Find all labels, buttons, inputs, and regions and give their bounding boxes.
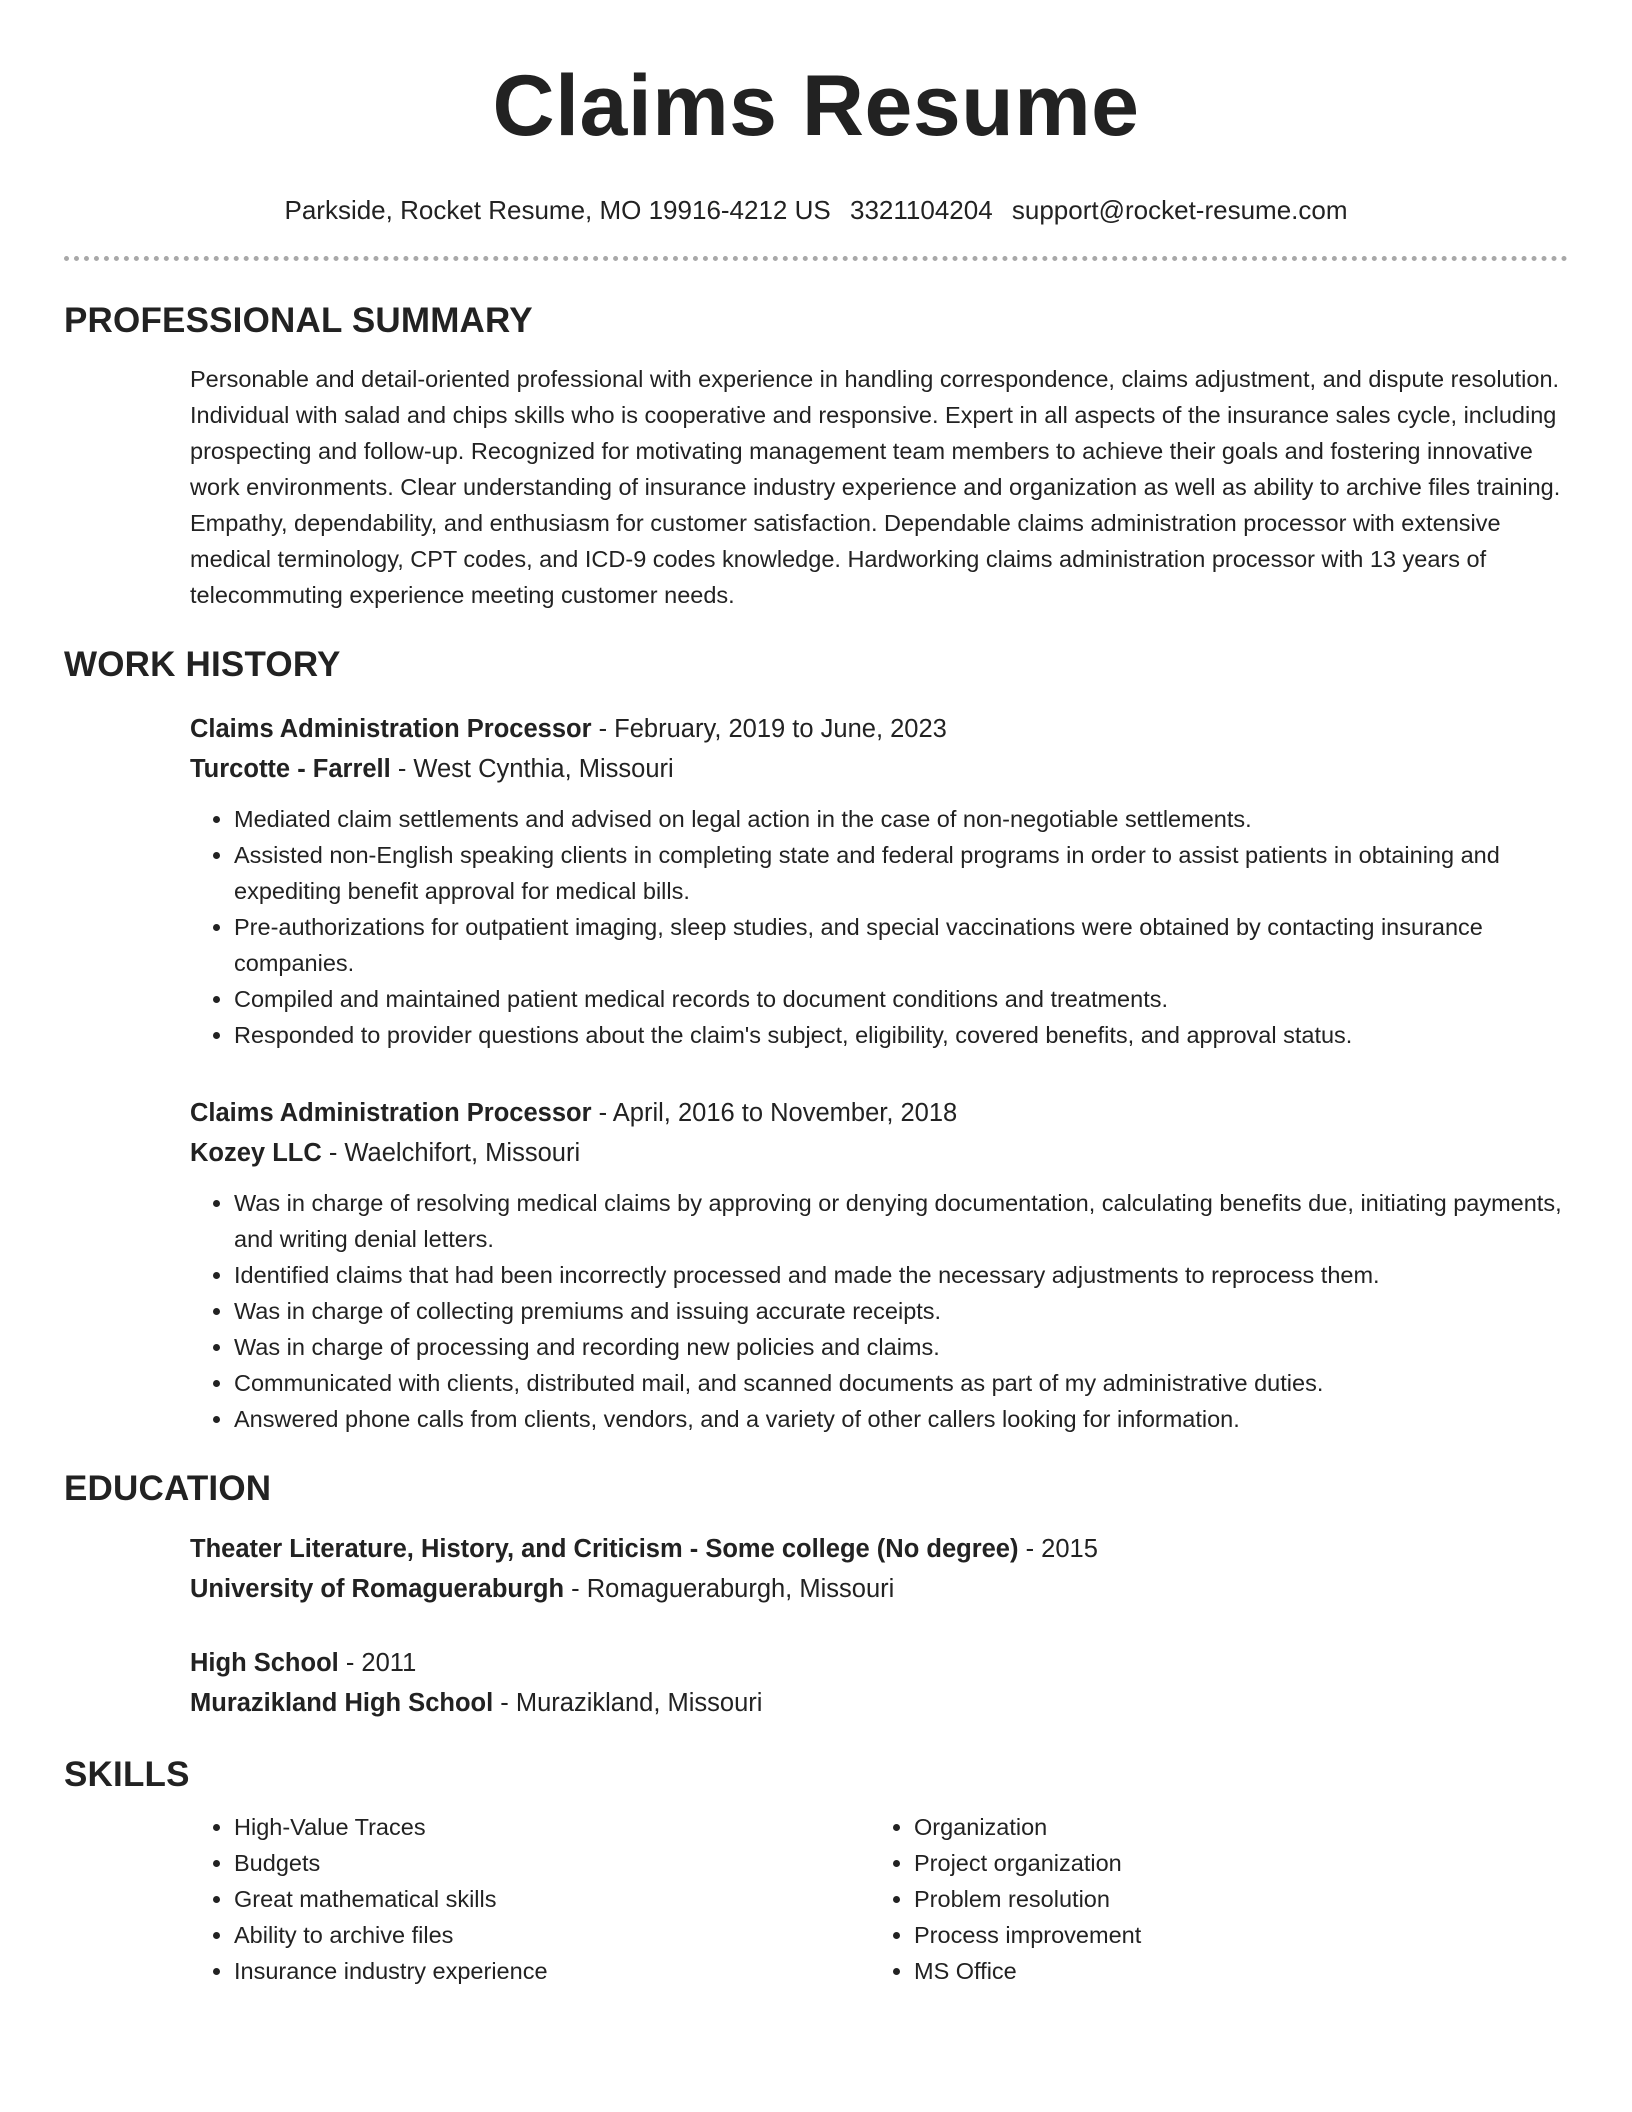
job-location: - Waelchifort, Missouri bbox=[321, 1139, 581, 1167]
education-school: University of Romagueraburgh bbox=[190, 1575, 565, 1603]
summary-text: Personable and detail-oriented professional with experience in handling correspondence, claims adjustment, and dispute resolution. Individual with salad and chips skills who is cooperative and responsive. Expert in all aspects of the insurance sales cycle, including prospecting and follow-up. Recognized for motivating management team members to achieve their goals and fostering innovative work environments. Clear understanding of insurance industry experience and organization as well as ability to archive files training. Empathy, dependability, and enthusiasm for customer satisfaction. Dependable claims administration processor with extensive medical terminology, CPT codes, and ICD-9 codes knowledge. Hardworking claims administration processor with 13 years of telecommuting experience meeting customer needs. bbox=[190, 366, 1561, 608]
list-item: • Insurance industry experience bbox=[234, 1953, 870, 1989]
education-degree: Theater Literature, History, and Criticism - Some college (No degree) bbox=[190, 1535, 1019, 1563]
contact-line bbox=[64, 194, 1568, 226]
contact-email: support@rocket-resume.com bbox=[1011, 195, 1348, 225]
work-title: WORK HISTORY bbox=[64, 645, 341, 684]
summary-title: PROFESSIONAL SUMMARY bbox=[64, 301, 533, 340]
contact-phone: 3321104204 bbox=[849, 195, 993, 225]
list-item: • Mediated claim settlements and advised on legal action in the case of non-negotiable settlements. bbox=[234, 801, 1568, 837]
education-degree: High School bbox=[190, 1649, 339, 1677]
job-position: Claims Administration Processor bbox=[190, 1099, 592, 1127]
job-dates: - April, 2016 to November, 2018 bbox=[591, 1099, 958, 1127]
list-item: • Was in charge of resolving medical claims by approving or denying documentation, calculating benefits due, initiating payments, and writing denial letters. bbox=[234, 1185, 1568, 1257]
summary-body bbox=[190, 361, 1568, 613]
job-entry bbox=[190, 1093, 1568, 1437]
education-year: - 2015 bbox=[1018, 1535, 1098, 1563]
skills-section bbox=[64, 1753, 1568, 1989]
education-entry bbox=[190, 1529, 1568, 1609]
list-item: • MS Office bbox=[914, 1953, 1550, 1989]
list-item: • Answered phone calls from clients, vendors, and a variety of other callers looking for information. bbox=[234, 1401, 1568, 1437]
list-item: • Pre-authorizations for outpatient imaging, sleep studies, and special vaccinations were obtained by contacting insurance companies. bbox=[234, 909, 1568, 981]
skills-title: SKILLS bbox=[64, 1755, 190, 1794]
education-school-line bbox=[190, 1569, 1568, 1609]
job-company: Kozey LLC bbox=[190, 1139, 322, 1167]
skills-columns bbox=[190, 1809, 1568, 1989]
job-entry bbox=[190, 709, 1568, 1053]
education-section bbox=[64, 1467, 1568, 1723]
job-dates: - February, 2019 to June, 2023 bbox=[591, 715, 947, 743]
work-body bbox=[190, 709, 1568, 1437]
work-section bbox=[64, 643, 1568, 1437]
job-position: Claims Administration Processor bbox=[190, 715, 592, 743]
list-item: • Identified claims that had been incorrectly processed and made the necessary adjustments to reprocess them. bbox=[234, 1257, 1568, 1293]
education-body bbox=[190, 1529, 1568, 1723]
list-item: • Process improvement bbox=[914, 1917, 1550, 1953]
education-location: - Murazikland, Missouri bbox=[493, 1689, 763, 1717]
job-company: Turcotte - Farrell bbox=[190, 755, 391, 783]
list-item: • Assisted non-English speaking clients in completing state and federal programs in order to assist patients in obtaining and expediting benefit approval for medical bills. bbox=[234, 837, 1568, 909]
list-item: • Great mathematical skills bbox=[234, 1881, 870, 1917]
education-year: - 2011 bbox=[338, 1649, 417, 1677]
education-entry bbox=[190, 1643, 1568, 1723]
list-item: • Compiled and maintained patient medical records to document conditions and treatments. bbox=[234, 981, 1568, 1017]
job-title-line bbox=[190, 1093, 1568, 1133]
job-bullets bbox=[190, 1185, 1568, 1437]
skills-right-list bbox=[870, 1809, 1550, 1989]
skills-body bbox=[190, 1809, 1568, 1989]
list-item: • Budgets bbox=[234, 1845, 870, 1881]
education-school: Murazikland High School bbox=[190, 1689, 494, 1717]
list-item: • Project organization bbox=[914, 1845, 1550, 1881]
list-item: • Was in charge of collecting premiums and issuing accurate receipts. bbox=[234, 1293, 1568, 1329]
header-divider bbox=[64, 256, 1568, 261]
education-degree-line bbox=[190, 1643, 1568, 1683]
resume-name: Claims Resume bbox=[492, 58, 1140, 154]
summary-section bbox=[64, 299, 1568, 613]
job-location: - West Cynthia, Missouri bbox=[390, 755, 674, 783]
list-item: • Ability to archive files bbox=[234, 1917, 870, 1953]
education-title: EDUCATION bbox=[64, 1469, 272, 1508]
job-company-line bbox=[190, 749, 1568, 789]
list-item: • Organization bbox=[914, 1809, 1550, 1845]
job-title-line bbox=[190, 709, 1568, 749]
skills-left-list bbox=[190, 1809, 870, 1989]
education-school-line bbox=[190, 1683, 1568, 1723]
list-item: • Problem resolution bbox=[914, 1881, 1550, 1917]
list-item: • High-Value Traces bbox=[234, 1809, 870, 1845]
education-degree-line bbox=[190, 1529, 1568, 1569]
job-company-line bbox=[190, 1133, 1568, 1173]
resume-page bbox=[64, 0, 1568, 1989]
list-item: • Responded to provider questions about the claim's subject, eligibility, covered benefits, and approval status. bbox=[234, 1017, 1568, 1053]
list-item: • Communicated with clients, distributed mail, and scanned documents as part of my administrative duties. bbox=[234, 1365, 1568, 1401]
contact-address: Parkside, Rocket Resume, MO 19916-4212 US bbox=[284, 195, 831, 225]
list-item: • Was in charge of processing and recording new policies and claims. bbox=[234, 1329, 1568, 1365]
job-bullets bbox=[190, 801, 1568, 1053]
education-location: - Romagueraburgh, Missouri bbox=[564, 1575, 895, 1603]
